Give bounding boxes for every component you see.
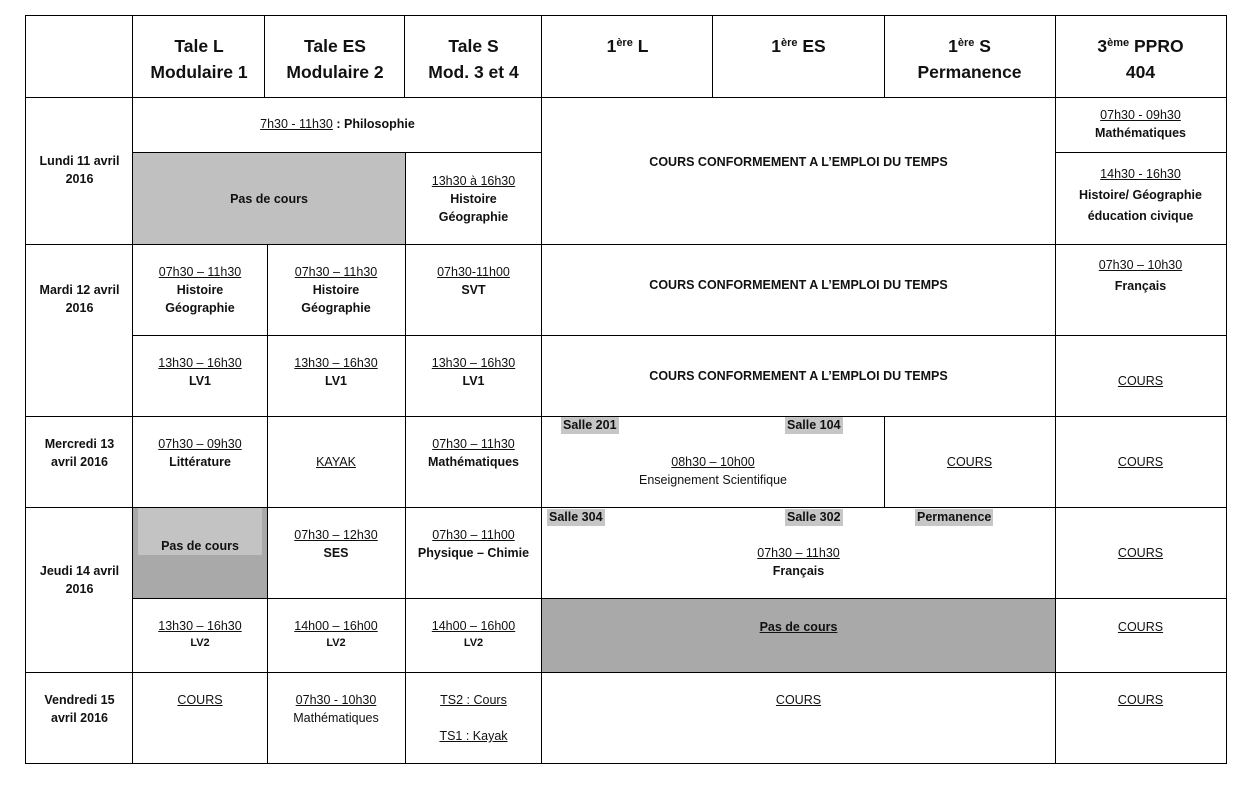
mardi-l-pm-subject: LV1 xyxy=(189,374,211,388)
mercredi-premieres-time: 08h30 – 10h00 xyxy=(671,455,755,469)
header-premiere-es-sup: ère xyxy=(780,37,798,49)
lundi-ppro-pm-time: 14h30 - 16h30 xyxy=(1100,167,1181,181)
mardi-es-pm-subject: LV1 xyxy=(325,374,347,388)
day-jeudi-line2: 2016 xyxy=(65,582,94,596)
header-premiere-l-rest: L xyxy=(632,36,649,56)
mardi-premieres-pm-label: COURS CONFORMEMENT A L’EMPLOI DU TEMPS xyxy=(649,369,948,383)
lundi-ppro-pm-subject-1: Histoire/ Géographie xyxy=(1079,188,1202,202)
jeudi-es-pm-subject: LV2 xyxy=(326,637,346,649)
lundi-tale-s-time: 13h30 à 16h30 xyxy=(431,174,516,188)
header-premiere-l-num: 1 xyxy=(606,36,617,56)
day-jeudi-line1: Jeudi 14 avril xyxy=(39,564,120,578)
lundi-tale-s-subject-1: Histoire xyxy=(450,192,497,206)
mercredi-s-time: 07h30 – 11h30 xyxy=(432,437,515,451)
lundi-philo-time: 7h30 - 11h30 xyxy=(260,117,333,131)
jeudi-s-pm-subject: LV2 xyxy=(463,637,484,649)
vendredi-ppro-label: COURS xyxy=(1117,693,1164,707)
mardi-es-am-subject-2: Géographie xyxy=(301,301,371,315)
mercredi-salle-201: Salle 201 xyxy=(563,418,617,432)
jeudi-ppro-am-label: COURS xyxy=(1117,546,1164,560)
mercredi-salle-104: Salle 104 xyxy=(787,418,841,432)
vendredi-es-time: 07h30 - 10h30 xyxy=(295,693,377,707)
table-border xyxy=(26,16,1227,764)
header-premiere-es-rest: ES xyxy=(797,36,826,56)
jeudi-s-pm-time: 14h00 – 16h00 xyxy=(431,619,516,633)
header-premiere-s-sup: ère xyxy=(957,37,975,49)
jeudi-premieres-am-time: 07h30 – 11h30 xyxy=(757,546,840,560)
jeudi-es-pm-time: 14h00 – 16h00 xyxy=(294,619,378,633)
day-vendredi-line1: Vendredi 15 xyxy=(44,693,115,707)
header-3eme-ppro-num: 3 xyxy=(1097,36,1108,56)
jeudi-salle-304: Salle 304 xyxy=(549,510,603,524)
lundi-philo-subject: : Philosophie xyxy=(332,117,415,131)
mercredi-es-label: KAYAK xyxy=(316,455,356,469)
day-lundi-line2: 2016 xyxy=(65,172,94,186)
mercredi-l-subject: Littérature xyxy=(169,455,231,469)
mardi-l-am-subject-1: Histoire xyxy=(176,283,224,297)
day-lundi-line1: Lundi 11 avril xyxy=(39,154,120,168)
header-tale-l-line2: Modulaire 1 xyxy=(150,62,248,82)
lundi-tale-s-subject-2: Géographie xyxy=(438,210,509,224)
header-premiere-es-num: 1 xyxy=(771,36,781,56)
mardi-s-pm-subject: LV1 xyxy=(462,374,485,388)
vendredi-s-line1: TS2 : Cours xyxy=(440,693,507,707)
vendredi-s-line2: TS1 : Kayak xyxy=(439,729,508,743)
mercredi-l-time: 07h30 – 09h30 xyxy=(158,437,242,451)
jeudi-ppro-pm-label: COURS xyxy=(1117,620,1164,634)
mardi-ppro-am-time: 07h30 – 10h30 xyxy=(1098,258,1183,272)
mardi-ppro-pm-label: COURS xyxy=(1117,374,1164,388)
mardi-premieres-am-label: COURS CONFORMEMENT A L’EMPLOI DU TEMPS xyxy=(649,278,948,292)
lundi-ppro-am-subject: Mathématiques xyxy=(1095,126,1186,140)
day-vendredi-line2: avril 2016 xyxy=(51,711,108,725)
jeudi-salle-302: Salle 302 xyxy=(787,510,841,524)
jeudi-s-am-subject: Physique – Chimie xyxy=(417,546,530,560)
mardi-ppro-am-subject: Français xyxy=(1114,279,1167,293)
mardi-l-am-time: 07h30 – 11h30 xyxy=(158,265,242,279)
header-premiere-s-num: 1 xyxy=(948,36,958,56)
mardi-l-am-subject-2: Géographie xyxy=(165,301,235,315)
header-premiere-s-rest: S xyxy=(974,36,991,56)
vendredi-l-label: COURS xyxy=(177,693,223,707)
header-tale-s-line1: Tale S xyxy=(448,36,499,56)
day-mercredi-line1: Mercredi 13 xyxy=(44,437,115,451)
header-3eme-ppro-rest: PPRO xyxy=(1129,36,1184,56)
mercredi-ppro-label: COURS xyxy=(1117,455,1164,469)
jeudi-es-am-subject: SES xyxy=(323,546,349,560)
mercredi-premieres-subject: Enseignement Scientifique xyxy=(638,473,787,487)
mardi-es-am-time: 07h30 – 11h30 xyxy=(294,265,378,279)
header-tale-l-line1: Tale L xyxy=(174,36,224,56)
jeudi-premieres-am-subject: Français xyxy=(772,564,825,578)
mercredi-premiere-s-label: COURS xyxy=(946,455,993,469)
day-mardi-line1: Mardi 12 avril xyxy=(39,283,120,297)
header-tale-es-line1: Tale ES xyxy=(304,36,366,56)
jeudi-l-am-label: Pas de cours xyxy=(161,539,239,553)
lundi-pas-de-cours-label: Pas de cours xyxy=(230,192,308,206)
lundi-premieres-label: COURS CONFORMEMENT A L’EMPLOI DU TEMPS xyxy=(649,155,948,169)
mardi-l-pm-time: 13h30 – 16h30 xyxy=(158,356,242,370)
header-3eme-ppro-line2: 404 xyxy=(1125,62,1156,82)
day-mardi-line2: 2016 xyxy=(65,301,94,315)
jeudi-l-pm-subject: LV2 xyxy=(190,637,210,649)
jeudi-es-am-time: 07h30 – 12h30 xyxy=(294,528,378,542)
jeudi-s-am-time: 07h30 – 11h00 xyxy=(432,528,515,542)
mardi-es-pm-time: 13h30 – 16h30 xyxy=(294,356,378,370)
mardi-es-am-subject-1: Histoire xyxy=(312,283,360,297)
header-3eme-ppro-sup: ème xyxy=(1107,37,1130,49)
vendredi-es-subject: Mathématiques xyxy=(293,711,379,725)
header-tale-es-line2: Modulaire 2 xyxy=(286,62,384,82)
jeudi-premieres-pm-label: Pas de cours xyxy=(759,620,838,634)
lundi-ppro-pm-subject-2: éducation civique xyxy=(1087,209,1194,223)
header-tale-s-line2: Mod. 3 et 4 xyxy=(428,62,519,82)
header-premiere-l-sup: ère xyxy=(616,37,633,49)
header-premiere-s-line2: Permanence xyxy=(917,62,1022,82)
jeudi-permanence: Permanence xyxy=(917,510,992,524)
lundi-ppro-am-time: 07h30 - 09h30 xyxy=(1100,108,1181,122)
day-mercredi-line2: avril 2016 xyxy=(51,455,108,469)
mardi-s-am-subject: SVT xyxy=(461,283,486,297)
jeudi-l-pm-time: 13h30 – 16h30 xyxy=(158,619,242,633)
mercredi-s-subject: Mathématiques xyxy=(428,455,519,469)
mardi-s-pm-time: 13h30 – 16h30 xyxy=(431,356,516,370)
mardi-s-am-time: 07h30-11h00 xyxy=(437,265,510,279)
vendredi-premieres-label: COURS xyxy=(775,693,822,707)
